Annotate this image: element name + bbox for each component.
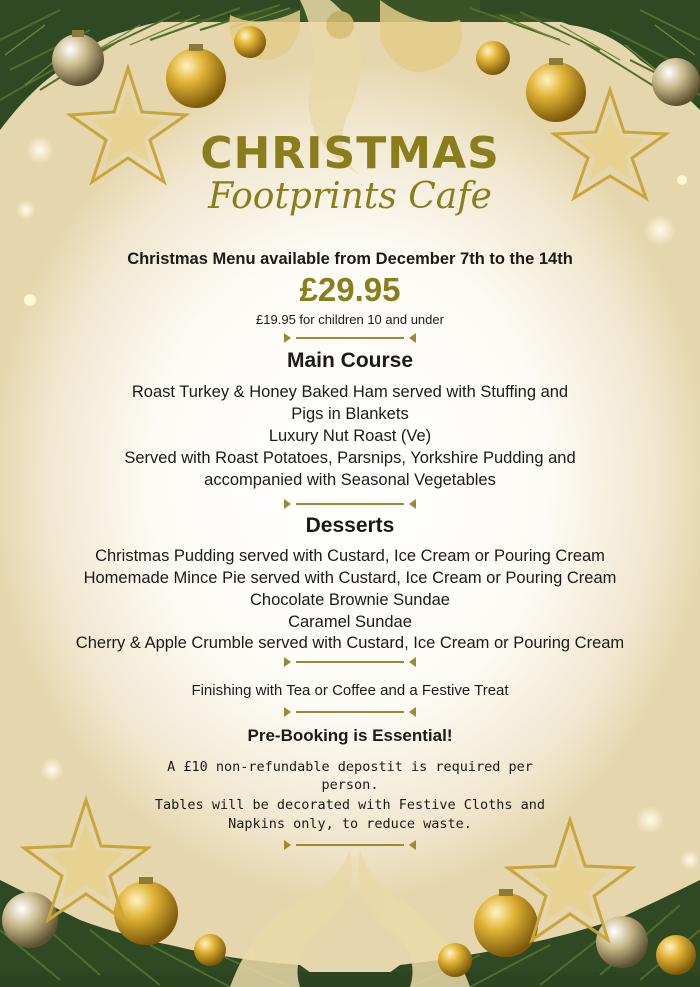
divider-ornament	[284, 657, 416, 667]
desserts-heading: Desserts	[305, 514, 395, 537]
main-course-item: Pigs in Blankets	[291, 405, 409, 423]
dessert-item: Chocolate Brownie Sundae	[250, 591, 450, 609]
main-course-item: accompanied with Seasonal Vegetables	[204, 471, 496, 489]
dessert-item: Homemade Mince Pie served with Custard, Ice Cream or Pouring Cream	[83, 569, 617, 587]
main-course-item: Luxury Nut Roast (Ve)	[268, 427, 432, 445]
finishing-note: Finishing with Tea or Coffee and a Festive Treat	[191, 682, 509, 699]
main-course-heading: Main Course	[286, 349, 414, 372]
divider-ornament	[284, 499, 416, 509]
divider-ornament	[284, 840, 416, 850]
booking-note: A £10 non-refundable depostit is required per	[167, 759, 533, 775]
booking-note: Tables will be decorated with Festive Cloths and	[154, 797, 546, 813]
booking-note: person.	[321, 777, 379, 793]
main-course-item: Served with Roast Potatoes, Parsnips, Yorkshire Pudding and	[124, 449, 576, 467]
dessert-item: Caramel Sundae	[288, 613, 412, 631]
cafe-name: Footprints Cafe	[208, 176, 492, 217]
dessert-item: Cherry & Apple Crumble served with Custard, Ice Cream or Pouring Cream	[75, 634, 625, 652]
availability-text: Christmas Menu available from December 7th to the 14th	[127, 250, 573, 268]
menu-title: CHRISTMAS	[200, 128, 500, 179]
booking-note: Napkins only, to reduce waste.	[228, 816, 472, 832]
divider-ornament	[284, 333, 416, 343]
dessert-item: Christmas Pudding served with Custard, Ice Cream or Pouring Cream	[95, 547, 605, 565]
adult-price: £29.95	[299, 271, 401, 308]
main-course-item: Roast Turkey & Honey Baked Ham served with Stuffing and	[131, 383, 569, 401]
child-price: £19.95 for children 10 and under	[256, 312, 444, 327]
divider-ornament	[284, 707, 416, 717]
booking-heading: Pre-Booking is Essential!	[247, 726, 453, 745]
